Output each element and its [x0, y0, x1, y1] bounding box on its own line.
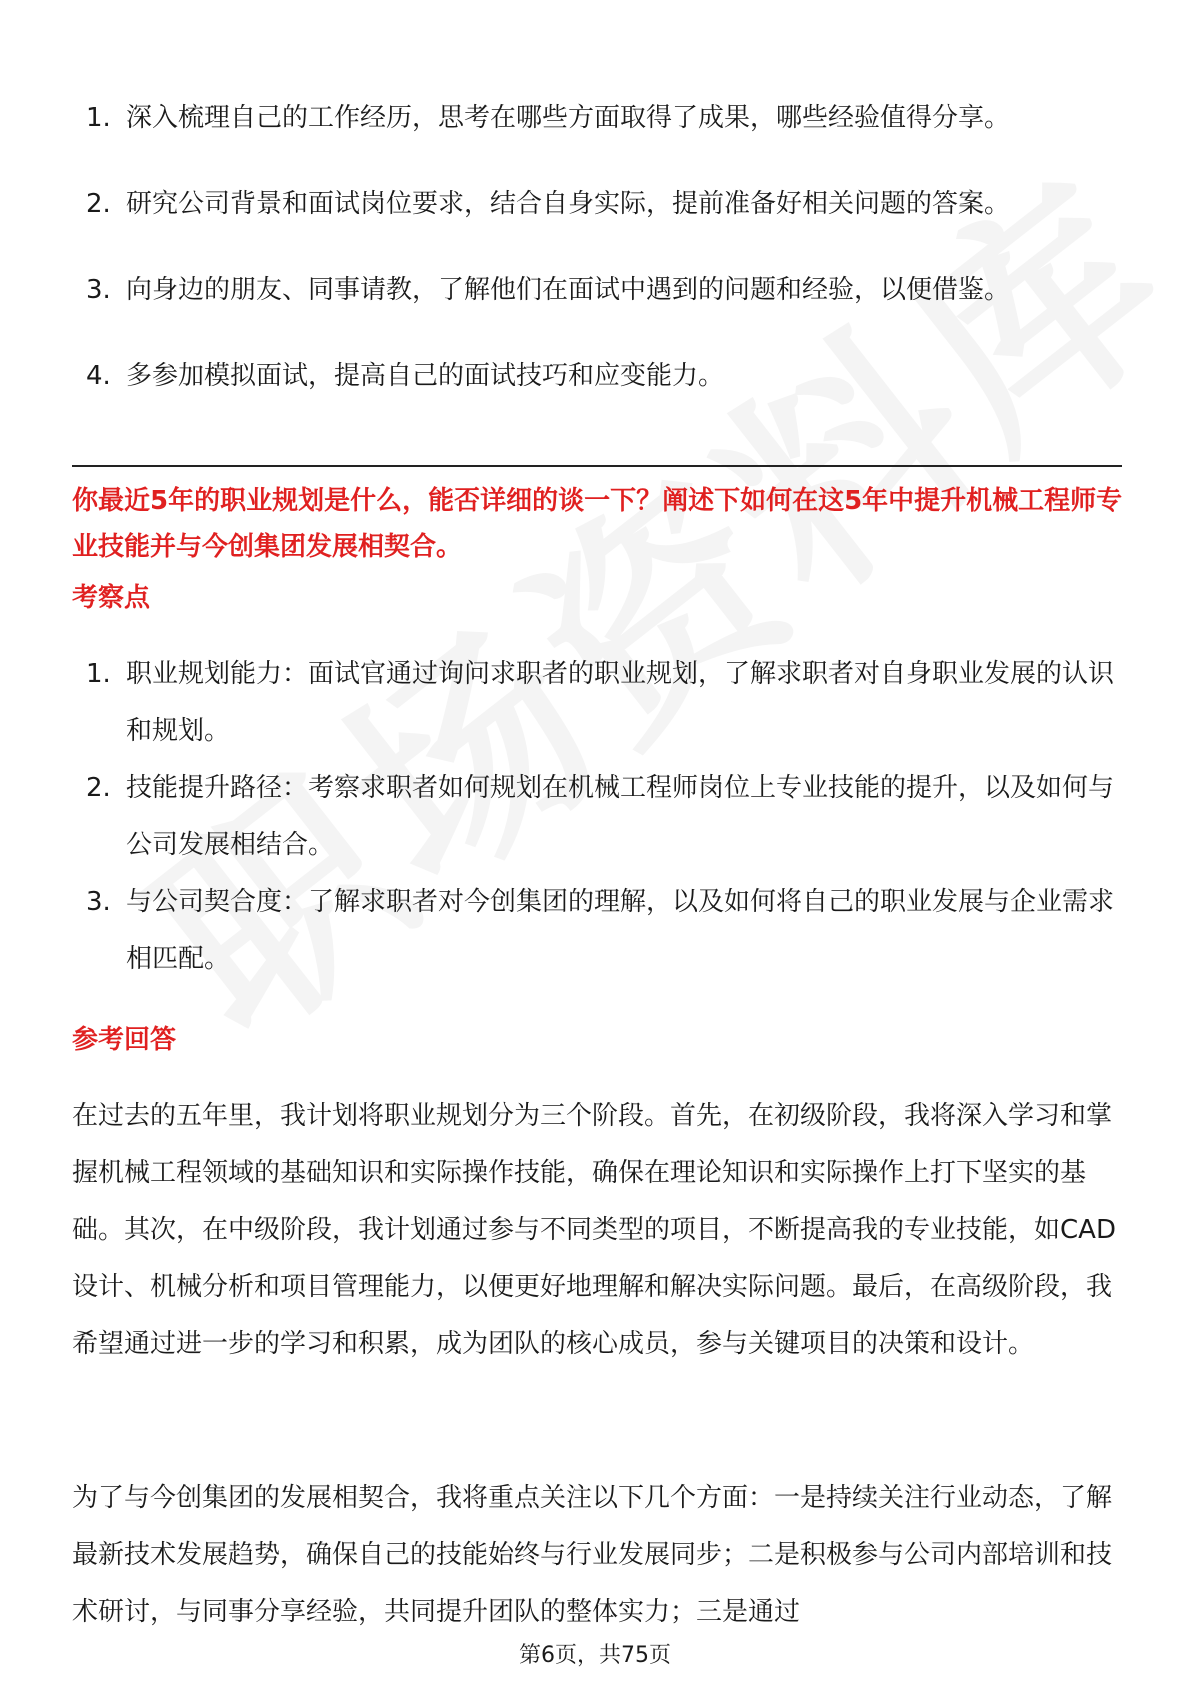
list-number: 4.: [86, 361, 111, 391]
evaluation-points-list: [72, 646, 1122, 988]
list-number: 3.: [86, 275, 111, 305]
section-divider: [72, 465, 1122, 467]
list-number: 1.: [86, 659, 111, 689]
list-text: 与公司契合度：了解求职者对今创集团的理解，以及如何将自己的职业发展与企业需求相匹配。: [126, 887, 1115, 974]
list-item: [72, 760, 1122, 874]
list-item: [72, 262, 1122, 319]
list-number: 2.: [86, 773, 111, 803]
list-item: [72, 176, 1122, 233]
list-text: 职业规划能力：面试官通过询问求职者的职业规划，了解求职者对自身职业发展的认识和规划。: [126, 659, 1115, 746]
list-text: 研究公司背景和面试岗位要求，结合自身实际，提前准备好相关问题的答案。: [126, 189, 1011, 219]
list-number: 2.: [86, 189, 111, 219]
interview-question: 你最近5年的职业规划是什么，能否详细的谈一下？阐述下如何在这5年中提升机械工程师专业技能并与今创集团发展相契合。: [72, 486, 1123, 562]
list-item: [72, 646, 1122, 760]
answer-heading: 参考回答: [72, 1025, 177, 1055]
list-number: 1.: [86, 103, 111, 133]
list-number: 3.: [86, 887, 111, 917]
list-item: [72, 348, 1122, 405]
list-text: 深入梳理自己的工作经历，思考在哪些方面取得了成果，哪些经验值得分享。: [126, 103, 1011, 133]
preparation-tips-list: [72, 90, 1122, 434]
list-text: 向身边的朋友、同事请教，了解他们在面试中遇到的问题和经验，以便借鉴。: [126, 275, 1011, 305]
list-item: [72, 90, 1122, 147]
points-heading: 考察点: [72, 583, 151, 613]
page-footer: 第6页，共75页: [519, 1643, 671, 1668]
list-text: 技能提升路径：考察求职者如何规划在机械工程师岗位上专业技能的提升，以及如何与公司发展相结合。: [126, 773, 1115, 860]
list-text: 多参加模拟面试，提高自己的面试技巧和应变能力。: [126, 361, 725, 391]
answer-paragraph: 为了与今创集团的发展相契合，我将重点关注以下几个方面：一是持续关注行业动态，了解最新技术发展趋势，确保自己的技能始终与行业发展同步；二是积极参与公司内部培训和技术研讨，与同事分享经验，共同提升团队的整体实力；三是通过: [72, 1483, 1113, 1627]
answer-paragraph: 在过去的五年里，我计划将职业规划分为三个阶段。首先，在初级阶段，我将深入学习和掌握机械工程领域的基础知识和实际操作技能，确保在理论知识和实际操作上打下坚实的基础。其次，在中级阶段，我计划通过参与不同类型的项目，不断提高我的专业技能，如CAD设计、机械分析和项目管理能力，以便更好地理解和解决实际问题。最后，在高级阶段，我希望通过进一步的学习和积累，成为团队的核心成员，参与关键项目的决策和设计。: [72, 1101, 1116, 1359]
list-item: [72, 874, 1122, 988]
